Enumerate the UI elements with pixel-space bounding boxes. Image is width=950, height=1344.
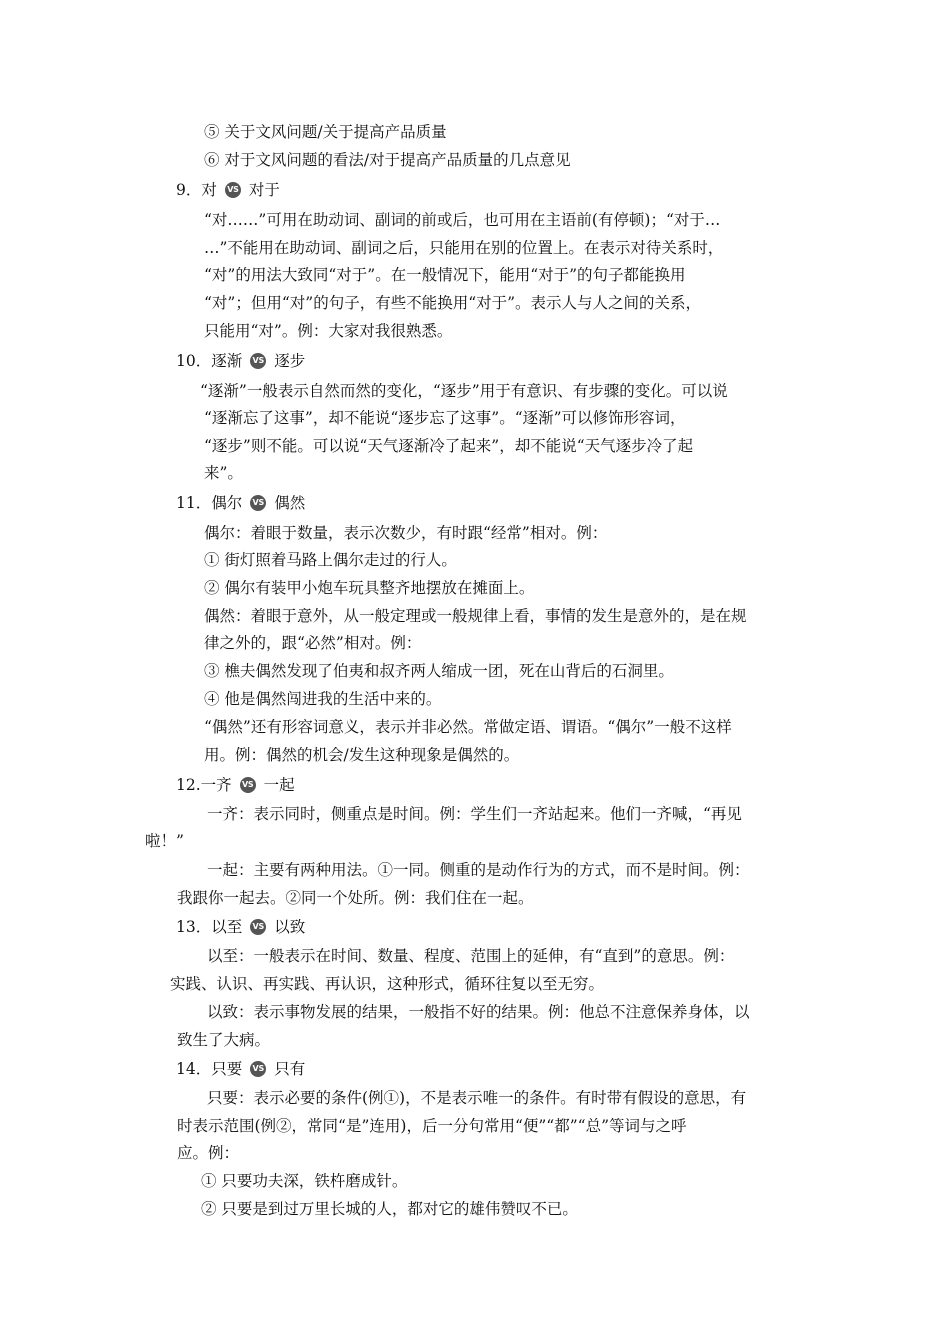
body-line: 实践、认识、再实践、再认识，这种形式，循环往复以至无穷。 bbox=[170, 975, 605, 993]
example-line: ⑤ 关于文风问题/关于提高产品质量 bbox=[204, 123, 447, 141]
vs-icon: VS bbox=[225, 182, 241, 198]
section-heading-14 bbox=[176, 1059, 305, 1079]
body-line: 用。例：偶然的机会/发生这种现象是偶然的。 bbox=[204, 746, 520, 764]
body-line: “对”；但用“对”的句子，有些不能换用“对于”。表示人与人之间的关系， bbox=[204, 294, 702, 312]
term-b: 对于 bbox=[248, 181, 280, 199]
example-line: ② 只要是到过万里长城的人，都对它的雄伟赞叹不已。 bbox=[201, 1200, 578, 1218]
term-b: 逐步 bbox=[274, 352, 306, 370]
term-b: 偶然 bbox=[274, 494, 306, 512]
vs-icon: VS bbox=[250, 495, 266, 511]
body-line: “逐渐”一般表示自然而然的变化，“逐步”用于有意识、有步骤的变化。可以说 bbox=[200, 382, 728, 400]
body-line: 一齐：表示同时，侧重点是时间。例：学生们一齐站起来。他们一齐喊，“再见 bbox=[207, 805, 742, 823]
term-a: 13．以至 bbox=[176, 918, 243, 936]
body-line: 应。例： bbox=[177, 1144, 240, 1162]
term-a: 12.一齐 bbox=[176, 776, 232, 794]
body-line: 律之外的，跟“必然”相对。例： bbox=[204, 634, 422, 652]
body-line: 以至：一般表示在时间、数量、程度、范围上的延伸，有“直到”的意思。例： bbox=[207, 947, 735, 965]
body-line: 我跟你一起去。②同一个处所。例：我们住在一起。 bbox=[177, 889, 534, 907]
body-line: 时表示范围(例②，常同“是”连用)，后一分句常用“便”“都”“总”等词与之呼 bbox=[177, 1117, 687, 1135]
term-a: 11．偶尔 bbox=[176, 494, 243, 512]
example-line: ④ 他是偶然闯进我的生活中来的。 bbox=[204, 690, 442, 708]
term-a: 14．只要 bbox=[176, 1060, 243, 1078]
body-line: 只能用“对”。例：大家对我很熟悉。 bbox=[204, 322, 453, 340]
section-heading-12 bbox=[176, 775, 295, 795]
section-heading-10 bbox=[176, 351, 305, 371]
body-line: 以致：表示事物发展的结果，一般指不好的结果。例：他总不注意保养身体，以 bbox=[207, 1003, 750, 1021]
body-line: “偶然”还有形容词意义，表示并非必然。常做定语、谓语。“偶尔”一般不这样 bbox=[204, 718, 732, 736]
body-line: 致生了大病。 bbox=[177, 1031, 271, 1049]
vs-icon: VS bbox=[250, 1061, 266, 1077]
body-line: 啦！” bbox=[145, 832, 184, 850]
body-line: 偶尔：着眼于数量，表示次数少，有时跟“经常”相对。例： bbox=[204, 524, 608, 542]
body-line: 偶然：着眼于意外，从一般定理或一般规律上看，事情的发生是意外的，是在规 bbox=[204, 607, 747, 625]
body-line: …”不能用在助动词、副词之后，只能用在别的位置上。在表示对待关系时， bbox=[204, 239, 724, 257]
body-line: 只要：表示必要的条件(例①)，不是表示唯一的条件。有时带有假设的意思，有 bbox=[207, 1089, 747, 1107]
body-line: 一起：主要有两种用法。①一同。侧重的是动作行为的方式，而不是时间。例： bbox=[207, 861, 750, 879]
example-line: ① 只要功夫深，铁杵磨成针。 bbox=[201, 1172, 408, 1190]
term-b: 一起 bbox=[263, 776, 295, 794]
body-line: 来”。 bbox=[204, 464, 243, 482]
body-line: “对”的用法大致同“对于”。在一般情况下，能用“对于”的句子都能换用 bbox=[204, 266, 686, 284]
example-line: ① 街灯照着马路上偶尔走过的行人。 bbox=[204, 551, 457, 569]
example-line: ③ 樵夫偶然发现了伯夷和叔齐两人缩成一团，死在山背后的石洞里。 bbox=[204, 662, 674, 680]
term-b: 只有 bbox=[274, 1060, 306, 1078]
term-a: 9．对 bbox=[176, 181, 217, 199]
example-line: ⑥ 对于文风问题的看法/对于提高产品质量的几点意见 bbox=[204, 151, 571, 169]
vs-icon: VS bbox=[250, 353, 266, 369]
body-line: “对……”可用在助动词、副词的前或后，也可用在主语前(有停顿)；“对于… bbox=[204, 211, 721, 229]
term-b: 以致 bbox=[274, 918, 306, 936]
body-line: “逐步”则不能。可以说“天气逐渐冷了起来”，却不能说“天气逐步冷了起 bbox=[204, 437, 694, 455]
example-line: ② 偶尔有装甲小炮车玩具整齐地摆放在摊面上。 bbox=[204, 579, 535, 597]
vs-icon: VS bbox=[240, 777, 256, 793]
vs-icon: VS bbox=[250, 919, 266, 935]
term-a: 10．逐渐 bbox=[176, 352, 243, 370]
section-heading-11 bbox=[176, 493, 305, 513]
section-heading-9 bbox=[176, 180, 280, 200]
body-line: “逐渐忘了这事”，却不能说“逐步忘了这事”。“逐渐”可以修饰形容词， bbox=[204, 409, 686, 427]
section-heading-13 bbox=[176, 917, 305, 937]
